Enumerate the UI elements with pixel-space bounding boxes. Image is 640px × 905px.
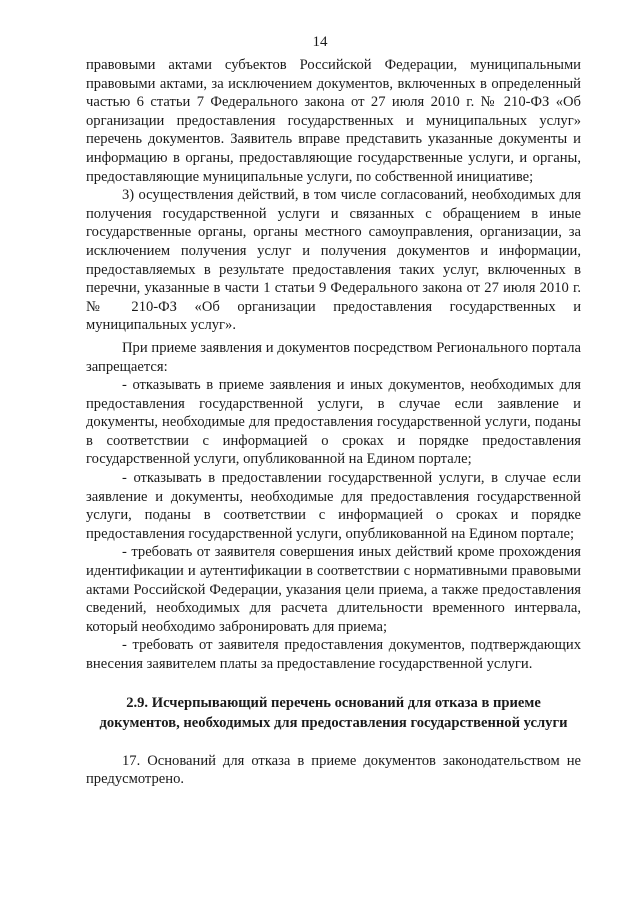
page-number: 14: [312, 34, 328, 50]
list-item-refuse-acceptance: - отказывать в приеме заявления и иных документов, необходимых для предоставления государственной услуги, в случае если заявление и документы, необходимые для предоставления государственной услуги, поданы в соответствии с информацией о сроках и порядке предоставления государственной услуги, опубликованной на Едином портале;: [86, 377, 581, 468]
paragraph-continuation: правовыми актами субъектов Российской Федерации, муниципальными правовыми актами, за исключением документов, включенных в определенный частью 6 статьи 7 Федерального закона от 27 июля 2010 г. № 210-ФЗ «Об организации предоставления государственных и муниципальных услуг» перечень документов. Заявитель вправе представить указанные документы и информацию в органы, предоставляющие государственные услуги, и органы, предоставляющие муниципальные услуги, по собственной инициативе;: [86, 57, 581, 185]
list-item-require-documents: - требовать от заявителя предоставления документов, подтверждающих внесения заявителем платы за предоставление государственной услуги.: [86, 637, 581, 672]
document-body: [86, 56, 581, 789]
paragraph-17: 17. Оснований для отказа в приеме документов законодательством не предусмотрено.: [86, 752, 581, 788]
list-item-refuse-service: - отказывать в предоставлении государственной услуги, в случае если заявление и документы, необходимые для предоставления государственной услуги, поданы в соответствии с информацией о сроках и порядке предоставления государственной услуги, опубликованной на Едином портале;: [86, 470, 581, 542]
paragraph-item-3: 3) осуществления действий, в том числе согласований, необходимых для получения государственной услуги и связанных с обращением в иные государственные органы, органы местного самоуправления, организации, за исключением получения услуг и получения документов и информации, предоставляемых в результате предоставления таких услуг, включенных в перечни, указанные в части 1 статьи 9 Федерального закона от 27 июля 2010 г. № 210-ФЗ «Об организации предоставления государственных и муниципальных услуг».: [86, 187, 581, 334]
paragraph-portal-prohibitions: При приеме заявления и документов посредством Регионального портала запрещается:: [86, 339, 581, 375]
list-item-require-actions: - требовать от заявителя совершения иных действий кроме прохождения идентификации и аутентификации в соответствии с нормативными правовыми актами Российской Федерации, указания цели приема, а также предоставления сведений, необходимых для расчета длительности временного интервала, который необходимо забронировать для приема;: [86, 544, 581, 635]
section-heading: 2.9. Исчерпывающий перечень оснований для отказа в приеме документов, необходимых для предоставления государственной услуги: [99, 694, 568, 731]
